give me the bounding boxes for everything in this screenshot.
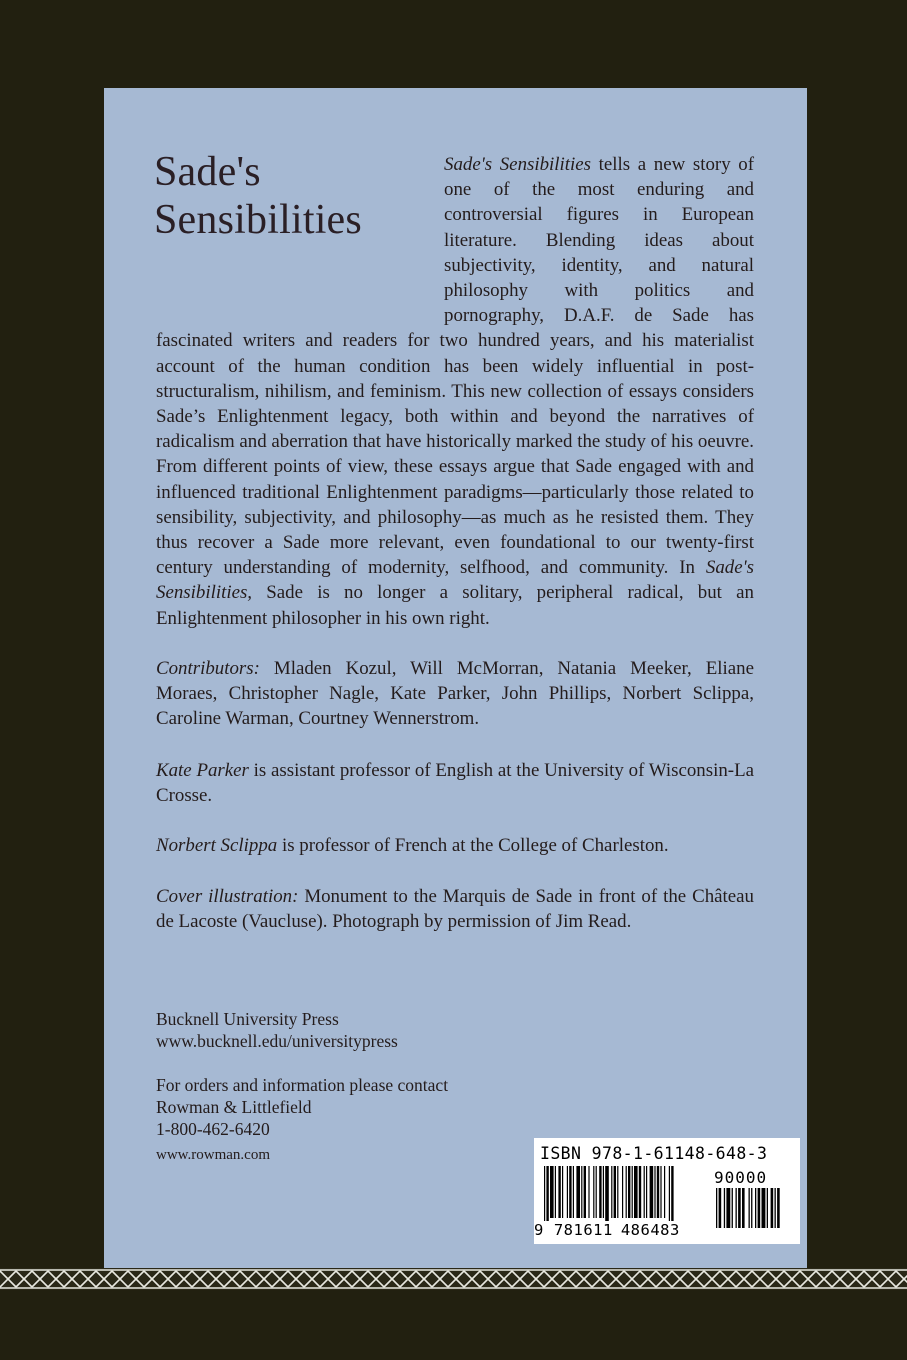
cover-illustration-credit <box>156 884 754 934</box>
isbn-text: ISBN 978-1-61148-648-3 <box>540 1144 768 1163</box>
barcode <box>534 1138 800 1244</box>
orders-phone: 1-800-462-6420 <box>156 1119 270 1139</box>
cover-credit-text: Monument to the Marquis de Sade in front of the Château de Lacoste (Vaucluse). Photograph by permission of Jim Read. <box>156 886 754 933</box>
editor-2-name: Norbert Sclippa <box>156 835 278 856</box>
back-cover-panel <box>104 88 807 1268</box>
publisher-url: www.bucknell.edu/universitypress <box>156 1031 398 1051</box>
orders-line-2: Rowman & Littlefield <box>156 1097 312 1117</box>
editor-2-text: is professor of French at the College of Charleston. <box>277 835 669 856</box>
ean-right: 486483 <box>620 1221 680 1239</box>
orders-url: www.rowman.com <box>156 1147 271 1163</box>
description-text-1: tells a new story of one of the most enduring and controversial figures in European literature. Blending ideas about subjectivity, identity, and natural philosophy with politics and pornography, D.A.F. de Sade has fascinated writers and readers for two hundred years, and his materialist account of the human condition has been widely influential in post-structuralism, nihilism, and feminism. This new collection of essays considers Sade’s Enlightenment legacy, both within and beyond the narratives of radicalism and aberration that have historically marked the study of his oeuvre. From different points of view, these essays argue that Sade engaged with and influenced traditional Enlightenment paradigms—particularly those related to sensibility, subjectivity, and philosophy—as much as he resisted them. They thus recover a Sade more relevant, even foundational to our twenty-first century understanding of modernity, selfhood, and community. In <box>156 154 755 579</box>
editor-bio-2 <box>156 833 754 858</box>
title-line-1: Sade's <box>154 149 261 195</box>
publisher-info <box>156 1008 398 1052</box>
description-text-2: Sade is no longer a solitary, peripheral radical, but an Enlightenment philosopher in his own right. <box>156 582 754 629</box>
editor-bio-1 <box>156 758 754 808</box>
description-italic-mid: Sade's Sensibilities, <box>156 557 754 604</box>
ean-first: 9 <box>534 1221 544 1239</box>
ean-left: 781611 <box>553 1221 613 1239</box>
ean-digits <box>534 1221 709 1239</box>
editor-1-text: is assistant professor of English at the University of Wisconsin-La Crosse. <box>156 760 754 807</box>
orders-info <box>156 1074 448 1166</box>
editor-1-name: Kate Parker <box>156 760 249 781</box>
description-italic-lead: Sade's Sensibilities <box>444 154 592 175</box>
book-description <box>156 152 754 631</box>
contributors-paragraph <box>156 656 754 732</box>
cover-credit-label: Cover illustration: <box>156 886 299 907</box>
contributors-label: Contributors: <box>156 658 260 679</box>
title-line-2: Sensibilities <box>154 197 362 243</box>
orders-line-1: For orders and information please contact <box>156 1075 449 1095</box>
publisher-name: Bucknell University Press <box>156 1009 339 1029</box>
decorative-border <box>0 1268 907 1290</box>
price-code: 90000 <box>714 1168 768 1187</box>
contributors-names: Mladen Kozul, Will McMorran, Natania Meeker, Eliane Moraes, Christopher Nagle, Kate Parker, John Phillips, Norbert Sclippa, Caroline Warman, Courtney Wennerstrom. <box>156 658 754 730</box>
